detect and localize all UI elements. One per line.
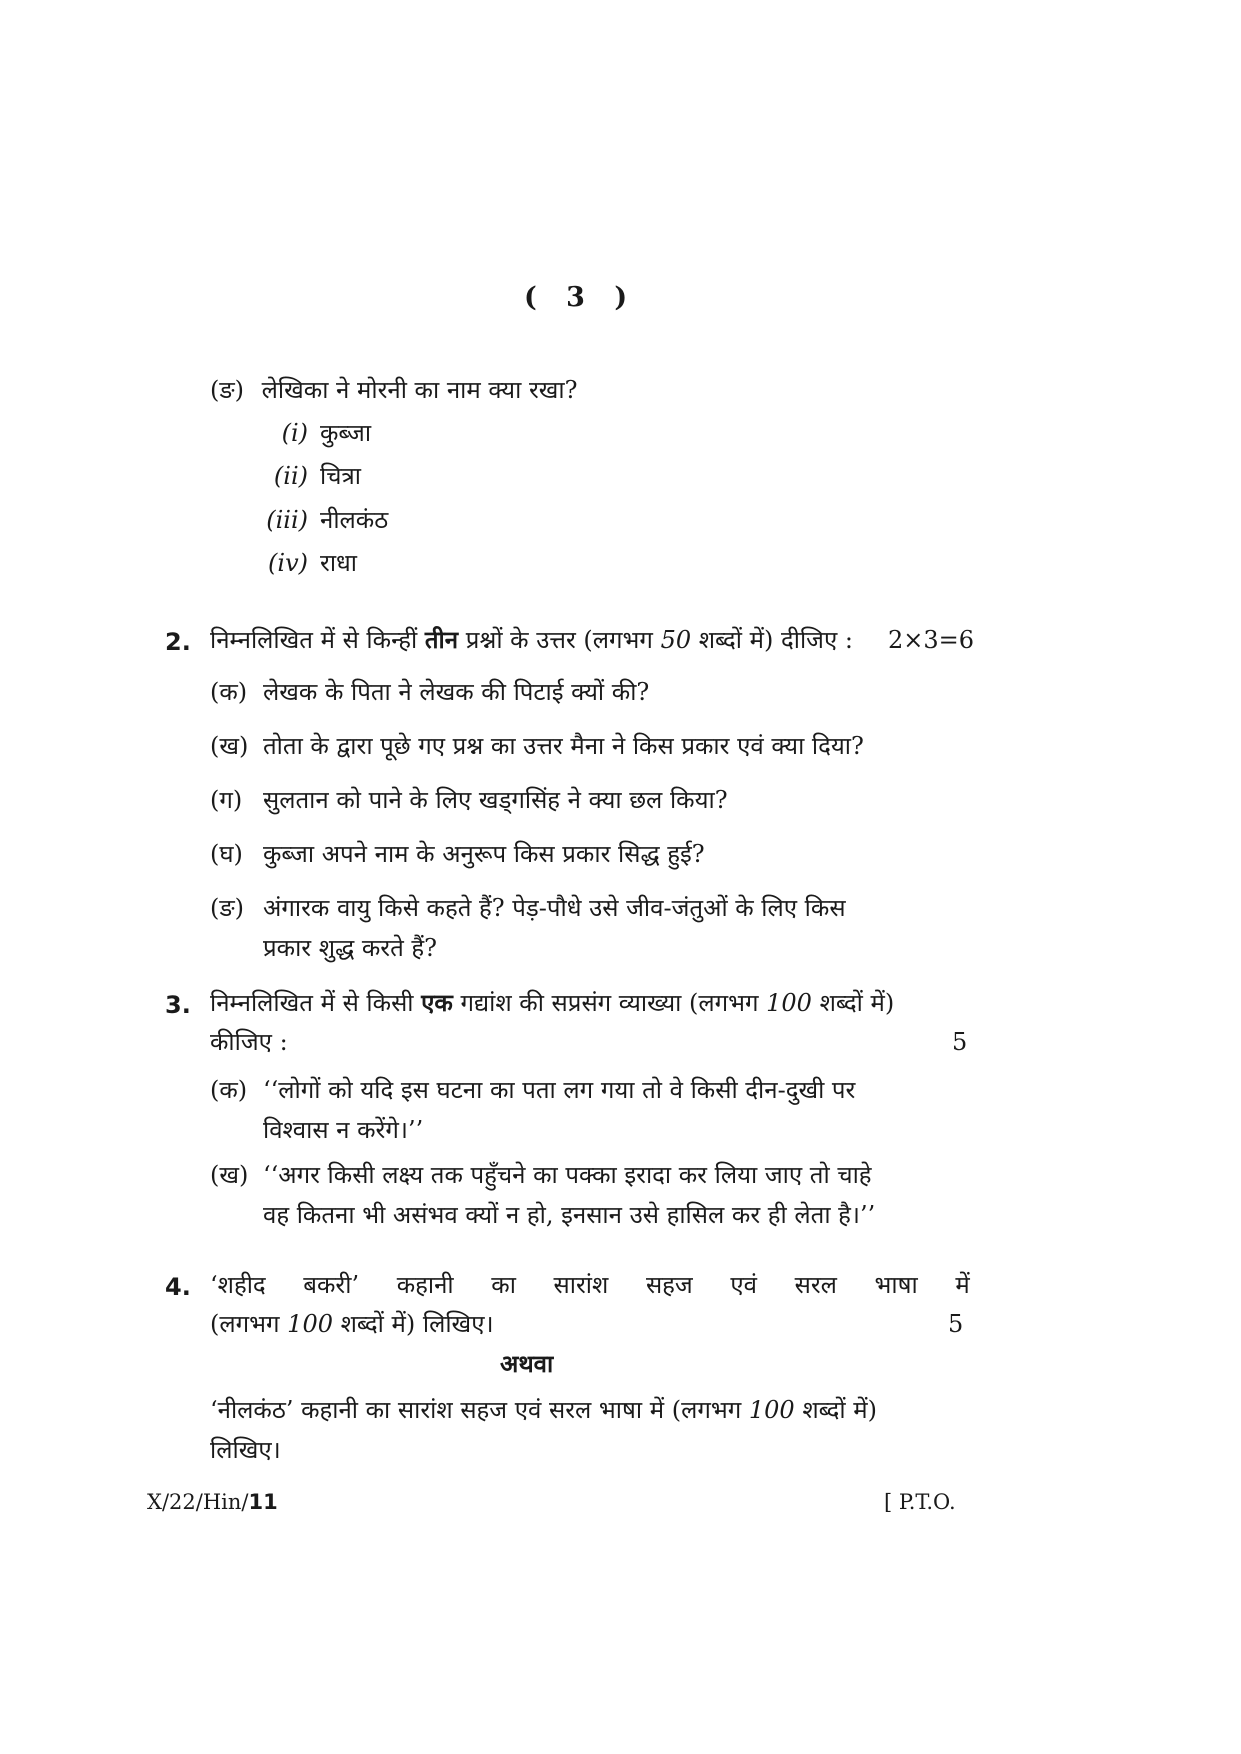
q1e-question — [210, 370, 577, 410]
q3-marks: 5 — [952, 1028, 968, 1056]
q3-word-count: 100 — [766, 989, 812, 1017]
q2-stem-bold: तीन — [424, 625, 459, 654]
q2-part — [210, 834, 910, 874]
option-label: (i) — [281, 419, 308, 447]
part-text: लेखक के पिता ने लेखक की पिटाई क्यों की? — [263, 678, 650, 706]
q1e-option — [248, 543, 357, 583]
q2-part — [210, 726, 910, 766]
q2-stem-part: शब्दों में) दीजिए : — [691, 626, 853, 654]
part-text-line: प्रकार शुद्ध करते हैं? — [263, 934, 438, 962]
q4-marks: 5 — [948, 1310, 964, 1338]
q4-or: अथवा — [500, 1349, 554, 1378]
option-label: (ii) — [273, 462, 308, 490]
q2-stem-part: निम्नलिखित में से किन्हीं — [210, 626, 425, 654]
q4-alt-part: शब्दों में) — [794, 1396, 877, 1424]
q2-part — [210, 672, 910, 712]
part-text-line: अंगारक वायु किसे कहते हैं? पेड़-पौधे उसे जीव-जंतुओं के लिए किस — [263, 894, 846, 922]
part-text: सुलतान को पाने के लिए खड्गसिंह ने क्या छल किया? — [263, 786, 728, 814]
q3-stem-part: निम्नलिखित में से किसी — [210, 989, 422, 1017]
q1e-option — [248, 413, 371, 453]
part-text: तोता के द्वारा पूछे गए प्रश्न का उत्तर मैना ने किस प्रकार एवं क्या दिया? — [263, 732, 864, 760]
q1e-option — [248, 500, 388, 540]
part-label: (क) — [210, 1076, 248, 1104]
q3-part — [210, 1155, 930, 1235]
option-label: (iv) — [268, 549, 308, 577]
part-label: (क) — [210, 678, 248, 706]
q3-part — [210, 1070, 910, 1150]
q4-alt-word-count: 100 — [748, 1396, 795, 1424]
option-text: कुब्जा — [320, 419, 372, 447]
q4-word-count: 100 — [287, 1310, 333, 1338]
part-label: (ग) — [210, 786, 243, 814]
q2-marks: 2×3=6 — [888, 626, 975, 654]
part-text-line: विश्वास न करेंगे।’’ — [263, 1116, 424, 1144]
q2-number: 2. — [165, 628, 191, 656]
q2-part — [210, 780, 910, 820]
q4-line2 — [210, 1304, 494, 1344]
q3-stem-bold: एक — [421, 988, 453, 1017]
option-text: चित्रा — [320, 462, 361, 490]
q2-part — [210, 888, 910, 968]
part-label: (ङ) — [210, 894, 245, 922]
paper-code-text: X/22/Hin/ — [147, 1490, 249, 1514]
q4-alt-line1 — [210, 1390, 877, 1430]
q3-stem-part: शब्दों में) — [811, 989, 895, 1017]
q3-stem — [210, 983, 894, 1023]
q1e-option — [248, 456, 361, 496]
q3-stem-line2: कीजिए : — [210, 1028, 288, 1056]
q2-stem — [210, 620, 853, 660]
q4-alt-part: ‘नीलकंठ’ कहानी का सारांश सहज एवं सरल भाषा में (लगभग — [210, 1396, 749, 1424]
part-text-line: ‘‘लोगों को यदि इस घटना का पता लग गया तो वे किसी दीन-दुखी पर — [263, 1076, 856, 1104]
option-label: (iii) — [266, 506, 308, 534]
q3-stem-part: गद्यांश की सप्रसंग व्याख्या (लगभग — [452, 989, 767, 1017]
q4-number: 4. — [165, 1273, 191, 1301]
q4-line2-part: (लगभग — [210, 1310, 288, 1338]
part-text-line: ‘‘अगर किसी लक्ष्य तक पहुँचने का पक्का इरादा कर लिया जाए तो चाहे — [263, 1161, 872, 1189]
pto-marker: [ P.T.O. — [884, 1490, 956, 1514]
paper-code — [147, 1490, 278, 1514]
part-text: कुब्जा अपने नाम के अनुरूप किस प्रकार सिद्ध हुई? — [263, 840, 705, 868]
paper-code-number: 11 — [248, 1490, 278, 1514]
option-text: राधा — [320, 549, 358, 577]
q4-line2-part: शब्दों में) लिखिए। — [332, 1310, 494, 1338]
q4-alt-line2: लिखिए। — [210, 1436, 281, 1464]
option-text: नीलकंठ — [320, 506, 389, 534]
part-label: (ख) — [210, 1161, 249, 1189]
q2-stem-part: प्रश्नों के उत्तर (लगभग — [458, 626, 661, 654]
part-label: (घ) — [210, 840, 243, 868]
q1e-label: (ङ) — [210, 376, 245, 404]
part-text-line: वह कितना भी असंभव क्यों न हो, इनसान उसे हासिल कर ही लेता है।’’ — [263, 1201, 876, 1229]
q2-word-count: 50 — [660, 626, 692, 654]
page-number: ( 3 ) — [524, 282, 638, 313]
q3-number: 3. — [165, 991, 191, 1019]
part-label: (ख) — [210, 732, 249, 760]
q4-line1: ‘शहीद बकरी’ कहानी का सारांश सहज एवं सरल भाषा में — [210, 1271, 970, 1299]
q1e-text: लेखिका ने मोरनी का नाम क्या रखा? — [261, 376, 578, 404]
